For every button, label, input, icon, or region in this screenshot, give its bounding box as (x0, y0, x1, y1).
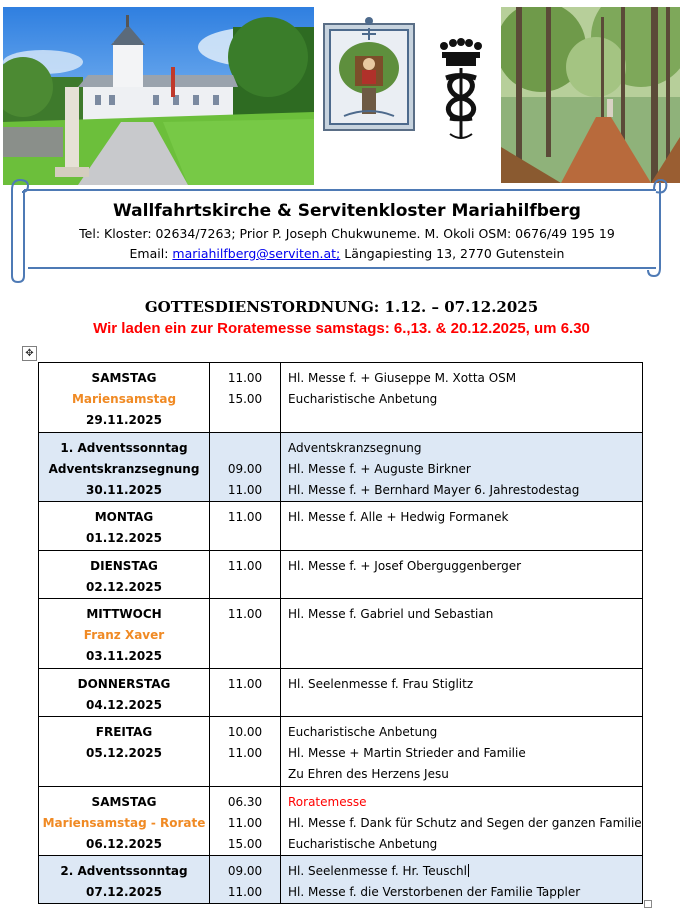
service-description: Roratemesse (288, 795, 367, 809)
time-cell (210, 363, 281, 433)
day-date: 30.11.2025 (86, 483, 162, 497)
day-name: SAMSTAG (91, 795, 157, 809)
table-move-handle-icon[interactable]: ✥ (22, 346, 37, 361)
service-description: Hl. Messe f. Dank für Schutz and Segen der ganzen Familie (288, 816, 642, 830)
service-time: 11.00 (227, 746, 263, 760)
description-cell (281, 502, 643, 551)
day-subtitle: Mariensamstag - Rorate (42, 816, 206, 830)
contact-phone: Tel: Kloster: 02634/7263; Prior P. Joseph Chukwuneme. M. Okoli OSM: 0676/49 195 19 (79, 226, 615, 241)
day-cell (39, 717, 210, 787)
forest-path-photo (501, 7, 680, 183)
day-date: 01.12.2025 (86, 531, 162, 545)
day-subtitle: Franz Xaver (83, 628, 165, 642)
text-cursor (468, 864, 469, 877)
schedule-row (39, 717, 643, 787)
time-cell (210, 433, 281, 502)
service-description: Hl. Seelenmesse f. Hr. Teuschl (288, 864, 467, 878)
header-banner (8, 176, 670, 284)
servite-monogram-logo (432, 38, 490, 146)
service-time: 11.00 (227, 559, 263, 573)
day-cell (39, 502, 210, 551)
day-name: 2. Adventssonntag (60, 864, 188, 878)
time-cell (210, 502, 281, 551)
service-time (210, 438, 280, 459)
day-subtitle: Mariensamstag (71, 392, 177, 406)
service-description: Eucharistische Anbetung (288, 392, 438, 406)
day-name: SAMSTAG (91, 371, 157, 385)
day-name: MONTAG (94, 510, 154, 524)
description-cell (281, 599, 643, 669)
description-cell (281, 551, 643, 599)
schedule-row (39, 599, 643, 669)
day-date: 06.12.2025 (86, 837, 162, 851)
table-resize-handle[interactable] (644, 900, 652, 908)
schedule-row (39, 502, 643, 551)
schedule-title: GOTTESDIENSTORDNUNG: 1.12. – 07.12.2025 (144, 298, 539, 316)
service-time: 11.00 (227, 885, 263, 899)
service-description: Hl. Messe f. Gabriel und Sebastian (288, 607, 494, 621)
description-cell (281, 787, 643, 856)
day-cell (39, 856, 210, 904)
description-cell (281, 433, 643, 502)
email-label: Email: (129, 246, 173, 261)
service-description: Hl. Messe f. + Auguste Birkner (288, 462, 471, 476)
service-time: 10.00 (227, 725, 263, 739)
description-cell (281, 669, 643, 717)
day-date: 03.11.2025 (86, 649, 162, 663)
address: Längapiesting 13, 2770 Gutenstein (340, 246, 565, 261)
service-description: Hl. Messe f. Alle + Hedwig Formanek (288, 510, 509, 524)
description-cell (281, 363, 643, 433)
day-cell (39, 433, 210, 502)
service-description: Hl. Messe f. + Bernhard Mayer 6. Jahrestodestag (288, 483, 580, 497)
service-time: 06.30 (227, 795, 263, 809)
day-date: 29.11.2025 (86, 413, 162, 427)
email-link[interactable]: mariahilfberg@serviten.at; (172, 246, 341, 261)
service-description: Hl. Messe f. + Josef Oberguggenberger (288, 559, 522, 573)
day-name: FREITAG (95, 725, 153, 739)
day-date: 04.12.2025 (86, 698, 162, 712)
day-cell (39, 599, 210, 669)
service-description: Zu Ehren des Herzens Jesu (288, 767, 449, 781)
day-date: 05.12.2025 (86, 746, 162, 760)
time-cell (210, 717, 281, 787)
service-description: Adventskranzsegnung (288, 441, 422, 455)
schedule-row (39, 856, 643, 904)
day-name: 1. Adventssonntag (60, 441, 188, 455)
service-time: 09.00 (227, 864, 263, 878)
service-time: 15.00 (227, 392, 263, 406)
service-time: 15.00 (227, 837, 263, 851)
schedule-row (39, 669, 643, 717)
day-cell (39, 787, 210, 856)
service-time: 11.00 (227, 816, 263, 830)
service-time: 11.00 (227, 483, 263, 497)
day-name: MITTWOCH (86, 607, 162, 621)
monastery-title: Wallfahrtskirche & Servitenkloster Mariahilfberg (113, 201, 581, 221)
description-cell (281, 856, 643, 904)
service-time: 11.00 (227, 371, 263, 385)
time-cell (210, 599, 281, 669)
service-description: Eucharistische Anbetung (288, 837, 438, 851)
church-photo (3, 7, 314, 185)
day-subtitle: Adventskranzsegnung (48, 462, 200, 476)
schedule-row (39, 787, 643, 856)
service-description: Hl. Messe f. die Verstorbenen der Familie Tappler (288, 885, 581, 899)
schedule-row (39, 551, 643, 599)
time-cell (210, 551, 281, 599)
schedule-row (39, 433, 643, 502)
service-description: Hl. Messe f. + Giuseppe M. Xotta OSM (288, 371, 517, 385)
service-time: 09.00 (227, 462, 263, 476)
time-cell (210, 787, 281, 856)
service-description: Hl. Seelenmesse f. Frau Stiglitz (288, 677, 474, 691)
day-name: DIENSTAG (90, 559, 158, 573)
service-time: 11.00 (227, 607, 263, 621)
service-schedule-table (38, 362, 643, 904)
day-date: 07.12.2025 (86, 885, 162, 899)
time-cell (210, 669, 281, 717)
day-cell (39, 363, 210, 433)
day-date: 02.12.2025 (86, 580, 162, 594)
day-cell (39, 669, 210, 717)
day-cell (39, 551, 210, 599)
description-cell (281, 717, 643, 787)
contact-email-line (32, 246, 662, 261)
service-description: Hl. Messe + Martin Strieder and Familie (288, 746, 526, 760)
time-cell (210, 856, 281, 904)
schedule-row (39, 363, 643, 433)
day-name: DONNERSTAG (77, 677, 171, 691)
service-description: Eucharistische Anbetung (288, 725, 438, 739)
service-time: 11.00 (227, 677, 263, 691)
madonna-emblem (322, 16, 416, 134)
rorate-invitation: Wir laden ein zur Roratemesse samstags: 6.,13. & 20.12.2025, um 6.30 (93, 320, 590, 337)
service-time: 11.00 (227, 510, 263, 524)
